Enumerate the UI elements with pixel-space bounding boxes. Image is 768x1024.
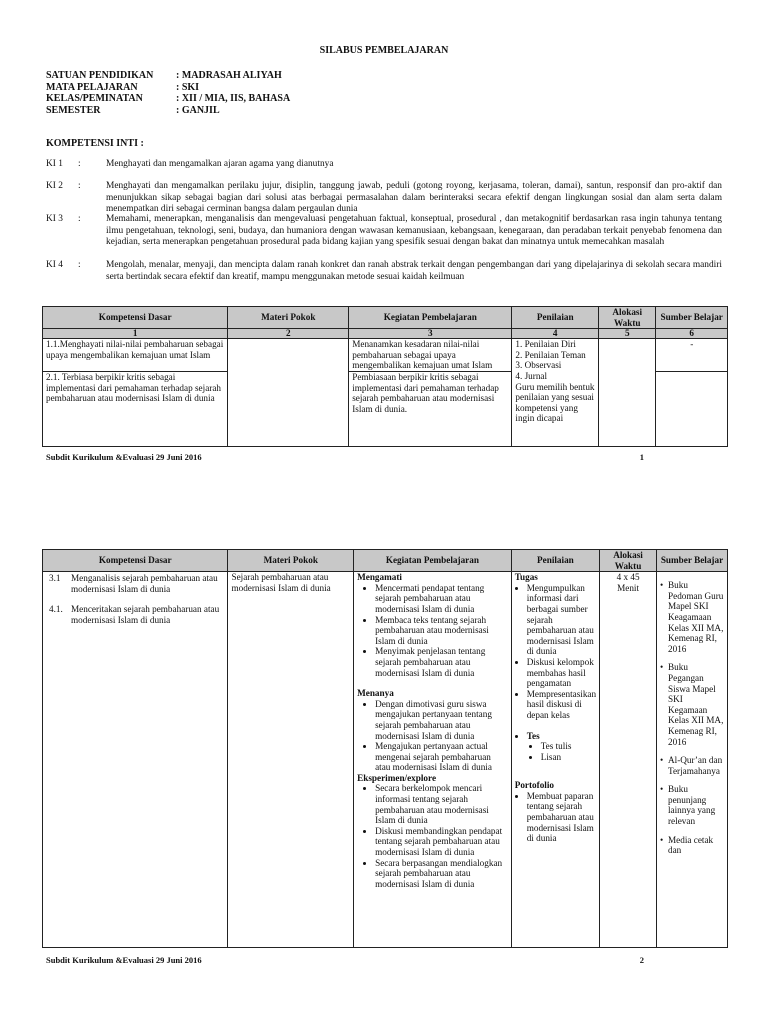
footer-text: Subdit Kurikulum &Evaluasi 29 Juni 2016 — [46, 452, 202, 462]
header-kompetensi-dasar: Kompetensi Dasar — [43, 307, 228, 329]
header-sumber: Sumber Belajar — [657, 550, 728, 572]
kegiatan-heading: Mengamati — [357, 572, 402, 583]
kegiatan-cell: Pembiasaan berpikir kritis sebagai implementasi dari pemahaman terhadap sejarah pembaharuan atau modernisasi Islam di dunia. — [349, 372, 512, 447]
ki-colon: : — [78, 159, 81, 169]
ki-number: KI 3 — [46, 214, 63, 224]
ki-item — [46, 181, 722, 216]
col-number: 2 — [228, 329, 349, 339]
kd-text: Menceritakan sejarah pembaharuan atau modernisasi Islam di dunia — [71, 604, 220, 625]
ident-value: : GANJIL — [176, 104, 220, 116]
kegiatan-item: • Secara berkelompok mencari informasi tentang sejarah pembaharuan atau modernisasi Islam di dunia — [375, 783, 508, 825]
ki-heading: KOMPETENSI INTI : — [46, 138, 144, 149]
kegiatan-item: • Menyimak penjelasan tentang sejarah pembaharuan atau modernisasi Islam di dunia — [375, 646, 508, 678]
penilaian-cell — [511, 572, 599, 948]
header-penilaian: Penilaian — [511, 550, 599, 572]
kegiatan-cell — [354, 572, 512, 948]
ki-number: KI 2 — [46, 181, 63, 191]
kegiatan-item: • Mengajukan pertanyaan actual mengenai sejarah pembaharuan atau modernisasi Islam di dunia — [375, 741, 508, 773]
ident-label: KELAS/PEMINATAN — [46, 93, 143, 104]
kegiatan-item: • Mencermati pendapat tentang sejarah pembaharuan atau modernisasi Islam di dunia — [375, 583, 508, 615]
ki-colon: : — [78, 260, 81, 270]
ident-label: SEMESTER — [46, 104, 101, 116]
ident-value: : XII / MIA, IIS, BAHASA — [176, 93, 291, 104]
header-kegiatan: Kegiatan Pembelajaran — [349, 307, 512, 329]
col-number: 1 — [43, 329, 228, 339]
penilaian-text: 1. Penilaian Diri 2. Penilaian Teman 3. Observasi — [515, 339, 586, 371]
syllabus-table-2 — [42, 549, 728, 948]
ki-text: Menghayati dan mengamalkan perilaku jujur, disiplin, tanggung jawab, peduli (gotong royong, kerjasama, toleran, damai), santun, responsif dan pro-aktif dan menunjukkan sikap sebagai bagian dari solusi atas berbagai permasalahan dalam berinteraksi secara efektif dengan lingkungan sosial dan alam serta dalam menempatkan diri sebagai cerminan bangsa dalam pergaulan dunia — [106, 181, 722, 215]
kd-cell: 1.1.Menghayati nilai-nilai pembaharuan sebagai upaya mengembalikan kemajuan umat Islam — [43, 339, 228, 372]
sumber-cell: - — [656, 339, 728, 372]
kegiatan-list — [357, 699, 508, 773]
kegiatan-list — [357, 783, 508, 889]
header-kompetensi-dasar: Kompetensi Dasar — [43, 550, 228, 572]
ki-item — [46, 214, 722, 249]
sumber-list — [660, 580, 724, 856]
page-number: 2 — [639, 955, 644, 965]
penilaian-list — [515, 791, 596, 844]
ki-number: KI 4 — [46, 260, 63, 270]
ki-item — [46, 159, 722, 171]
penilaian-cell — [512, 339, 599, 447]
kd-cell — [43, 572, 228, 948]
penilaian-list — [515, 741, 596, 762]
kegiatan-heading: Eksperimen/explore — [357, 772, 437, 783]
header-materi-pokok: Materi Pokok — [228, 307, 349, 329]
ki-text: Menghayati dan mengamalkan ajaran agama yang dianutnya — [106, 159, 334, 169]
page-number: 1 — [639, 452, 644, 462]
ki-colon: : — [78, 214, 81, 224]
header-alokasi: Alokasi Waktu — [600, 550, 657, 572]
sumber-item: • Buku penunjang lainnya yang relevan — [660, 784, 724, 826]
ki-text: Mengolah, menalar, menyaji, dan mencipta dalam ranah konkret dan ranah abstrak terkait dengan pengembangan dari yang dipelajarinya di sekolah secara mandiri serta bertindak secara efektif dan kreatif, mampu menggunakan metode sesuai kaidah keilmuan — [106, 260, 722, 282]
ident-value: : MADRASAH ALIYAH — [176, 70, 282, 81]
penilaian-list — [515, 731, 596, 742]
header-sumber: Sumber Belajar — [656, 307, 728, 329]
materi-cell: Sejarah pembaharuan atau modernisasi Islam di dunia — [228, 572, 354, 948]
col-number: 6 — [656, 329, 728, 339]
penilaian-item: • Tes tulis — [541, 741, 596, 752]
sumber-item: • Media cetak dan — [660, 835, 724, 856]
ki-colon: : — [78, 181, 81, 191]
ident-label: MATA PELAJARAN — [46, 81, 138, 93]
sumber-item: • Buku Pegangan Siswa Mapel SKI Kegamaan Kelas XII MA, Kemenag RI, 2016 — [660, 662, 724, 747]
sumber-item: • Buku Pedoman Guru Mapel SKI Keagamaan Kelas XII MA, Kemenag RI, 2016 — [660, 580, 724, 654]
header-kegiatan: Kegiatan Pembelajaran — [354, 550, 512, 572]
ident-value: : SKI — [176, 81, 200, 93]
ident-label: SATUAN PENDIDIKAN — [46, 70, 154, 81]
penilaian-heading: Tugas — [514, 572, 538, 583]
penilaian-text: 4. Jurnal Guru memilih bentuk penilaian yang sesuai kompetensi yang ingin dicapai — [515, 370, 595, 424]
kd-number: 3.1 — [49, 573, 61, 584]
kd-text: Menganalisis sejarah pembaharuan atau modernisasi Islam di dunia — [71, 573, 218, 594]
kegiatan-item: • Membaca teks tentang sejarah pembaharuan atau modernisasi Islam di dunia — [375, 615, 508, 647]
penilaian-heading: Portofolio — [514, 780, 554, 791]
col-number: 4 — [512, 329, 599, 339]
penilaian-heading: • Tes — [527, 731, 596, 742]
page-footer — [46, 955, 644, 965]
ki-text: Memahami, menerapkan, menganalisis dan mengevaluasi pengetahuan faktual, konseptual, prosedural , dan metakognitif berdasarkan rasa ingin tahunya tentang ilmu pengetahuan, teknologi, seni, budaya, dan humaniora dengan wawasan kemanusiaan, kebangsaan, kenegaraan, dan peradaban terkait penyebab fenomena dan kejadian, serta menerapkan pengetahuan prosedural pada bidang kajian yang spesifik sesuai dengan bakat dan minatnya untuk memecahkan masalah — [106, 214, 722, 248]
alokasi-cell: 4 x 45 Menit — [600, 572, 657, 948]
kd-number: 4.1. — [49, 604, 63, 615]
penilaian-item: • Mempresentasikan hasil diskusi di depan kelas — [527, 689, 596, 721]
kd-cell: 2.1. Terbiasa berpikir kritis sebagai implementasi dari pemahaman terhadap sejarah pembaharuan atau modernisasi Islam di dunia — [43, 372, 228, 447]
penilaian-item: • Diskusi kelompok membahas hasil pengamatan — [527, 657, 596, 689]
footer-text: Subdit Kurikulum &Evaluasi 29 Juni 2016 — [46, 955, 202, 965]
kegiatan-list — [357, 583, 508, 678]
sumber-cell — [656, 372, 728, 447]
col-number: 5 — [599, 329, 656, 339]
kegiatan-item: • Diskusi membandingkan pendapat tentang sejarah pembaharuan atau modernisasi Islam di dunia — [375, 826, 508, 858]
col-number: 3 — [349, 329, 512, 339]
page-footer — [46, 452, 644, 462]
penilaian-item: • Mengumpulkan informasi dari berbagai sumber sejarah pembaharuan atau modernisasi Islam di dunia — [527, 583, 596, 657]
kegiatan-cell: Menanamkan kesadaran nilai-nilai pembaharuan sebagai upaya mengembalikan kemajuan umat Islam — [349, 339, 512, 372]
materi-cell — [228, 339, 349, 447]
ki-item — [46, 260, 722, 283]
header-alokasi: Alokasi Waktu — [599, 307, 656, 329]
header-penilaian: Penilaian — [512, 307, 599, 329]
identity-block — [46, 70, 290, 116]
syllabus-table-1 — [42, 306, 728, 447]
sumber-cell — [657, 572, 728, 948]
header-materi-pokok: Materi Pokok — [228, 550, 354, 572]
kegiatan-item: • Dengan dimotivasi guru siswa mengajukan pertanyaan tentang sejarah pembaharuan atau modernisasi Islam di dunia — [375, 699, 508, 741]
kegiatan-heading: Menanya — [357, 688, 394, 699]
alokasi-cell — [599, 339, 656, 447]
ki-number: KI 1 — [46, 159, 63, 169]
kegiatan-item: • Secara berpasangan mendialogkan sejarah pembaharuan atau modernisasi Islam di dunia — [375, 858, 508, 890]
document-title: SILABUS PEMBELAJARAN — [319, 45, 449, 56]
penilaian-list — [515, 583, 596, 721]
penilaian-item: • Lisan — [541, 752, 596, 763]
kd-item — [46, 604, 224, 625]
kd-item — [46, 573, 224, 594]
sumber-item: • Al-Qur’an dan Terjamahanya — [660, 755, 724, 776]
penilaian-item: • Membuat paparan tentang sejarah pembaharuan atau modernisasi Islam di dunia — [527, 791, 596, 844]
